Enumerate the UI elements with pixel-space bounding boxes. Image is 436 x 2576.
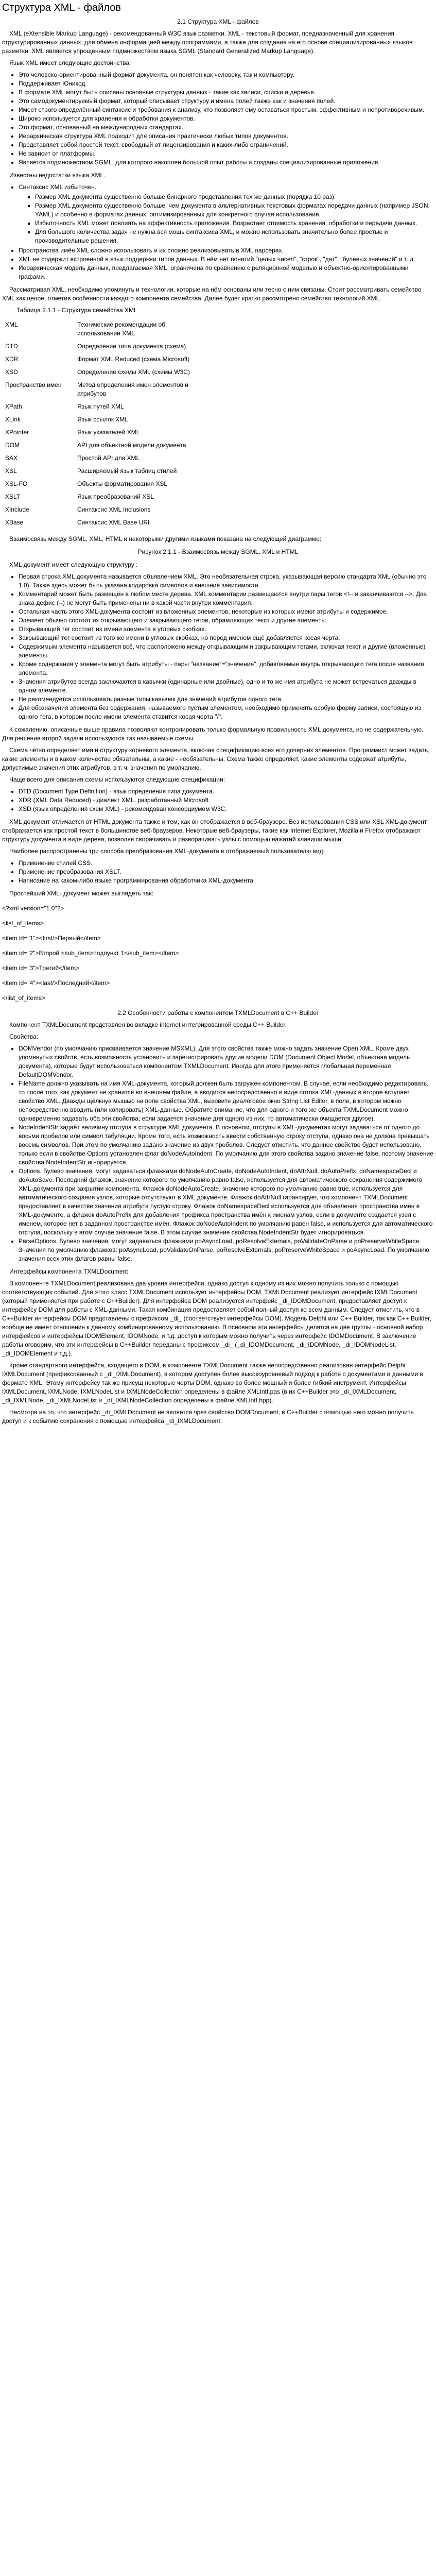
ways-list <box>2 859 434 885</box>
table-cell-term: XPointer <box>5 429 29 436</box>
table-cell-description: Язык указателей XML <box>77 429 140 436</box>
table-cell-term: SAX <box>5 454 18 462</box>
list-item: • Применение преобразования XSLT. <box>19 868 434 876</box>
table-row <box>2 414 204 427</box>
table-cell-description: API для объектной модели документа <box>77 442 186 449</box>
list-item: • Закрывающий тег состоит из того же имени в угловых скобках, но перед именем ещё добавляется косая черта. <box>19 634 434 642</box>
list-item: • FileName должно указывать на имя XML-документа, который должен быть загружен компонентом. В случае, если необходимо редактировать, то после того, как документ не хранится во внешнем файле, а вводится непосредственно в виде потока XML-данных в второе вступает свойство XML. Дважды щёлкнув мышью на поле свойства XML, вызовите диалоговое окно String List Editor, в поле, в котором можно непосредственно вводить (или копировать) XML-данные. Обратите внимание, что для одного и того же объекта TXMLDocument можно одновременно задавать оба эти свойства; если задается значение для одного из них, то автоматически очищается другое). <box>19 1079 434 1123</box>
list-item: • DTD (Document Type Definition) - язык определения типа документа. <box>19 787 434 796</box>
paragraph: Чаще всего для описания схемы используются следующие спецификации: <box>9 776 225 783</box>
sub-list-item: ▪ Размер XML документа существенно больше бинарного представления тех же данных (порядка 10 раз). <box>35 193 434 201</box>
table-row <box>2 478 204 491</box>
paragraph: Язык XML имеет следующие достоинства: <box>9 59 131 66</box>
paragraph: Простейший XML- документ может выглядеть так: <box>9 890 153 897</box>
table-cell-description: Технические рекомендации об использовании XML <box>77 321 166 337</box>
sub-list-item: ▪ Для большого количества задач не нужна вся мощь синтаксиса XML, и можно использовать значительно более простые и производительные решения. <box>35 228 434 245</box>
table-row <box>2 341 204 353</box>
list-item: • DOMVendor (по умолчанию присваивается значение MSXML). Для этого свойства также можно задать значение Open XML. Кроме двух упомянутых свойств, есть возможность установить и зарегистрировать другие модели DOM (Document Object Model, объектная модель документа), которые будут использоваться компонентом TXMLDocument. Иногда для этого применяется глобальная переменная DefaultDOMVendor. <box>19 1044 434 1079</box>
table-cell-description: Синтаксис XML Base URI <box>77 519 150 526</box>
list-item: • Элемент обычно состоит из открывающего и закрывающего тегов, обрамляющих текст и другие элементы. <box>19 616 434 625</box>
page-title: Структура XML - файлов <box>2 2 121 13</box>
list-item: • Поддерживает Юникод. <box>19 79 434 88</box>
sub-list <box>19 193 434 245</box>
table-row <box>2 427 204 439</box>
table-cell-term: XDR <box>5 355 19 363</box>
paragraph: Рассматривая XML, необходимо упомянуть и технологии, которые на нём основаны или тесно с ним связаны. Стоит рассматривать семейство XML как целое, отметив особенности каждого компонента семейства. Далее будет кратко рассмотрено семейство технологий XML. <box>2 286 422 302</box>
list-item: • XML не содержит встроенной в язык поддержки типов данных. В нём нет понятий "целых чисел", "строк", "дат", "булевых значений" и т. д. <box>19 255 434 264</box>
list-item: • Комментарий может быть размещён в любом месте дерева. XML комментарии размещаются внутри пары тегов <!-- и заканчиваются -->. Два знака дефис (--) не могут быть применены ни в какой части внутри комментария. <box>19 590 434 607</box>
list-item: • Представляет собой простой текст, свободный от лицензирования и каких-либо ограничений. <box>19 141 434 149</box>
table-cell-term: DTD <box>5 343 18 350</box>
paragraph: В компоненте TXMLDocument реализована два уровня интерфейса, однако доступ к одному из них можно получить только с помощью соответствующих событий. Для этого класс TXMLDocument использует интерфейсы DOM. TXMLDocument реализует интерфейс IXMLDocument (который применяется при работе с C++Builder). Для интерфейса DOM реализуется интерфейс _di_IDOMDocument, предоставляет доступ к интерфейсу DOM для работы с XML-данными. Такая комбинация предоставляет собой полный доступ ко всем данным. Следует отметить, что в C++Builder интерфейсы DOM представлены с префиксом _di_ (соответствует интерфейсы DOM). Модель Delphi или C++ Builder, так как C++ Builder, вообще не имеет отношения к данному комбинированному использованию. В основном эти интерфейсы делятся на две группы - основной набор интерфейсов и интерфейсы IDOMElement, IDOMNode, и т.д. доступ к которым можно получить через интерфейс IDOMDocument. В заключение работы оговорим, что эти интерфейсы в C++Builder переданы с префиксом _di_ (_di_IDOMDocument, _di_IDOMNode, _di_IDOMNodeList, _di_IDOMElement и т.д.). <box>2 1280 431 1357</box>
sub-list-item: ▪ Избыточность XML может повлиять на эффективность приложения. Возрастает стоимость хранения, обработки и передачи данных. <box>35 219 434 228</box>
list-item: • Имеет строго определённый синтаксис и требования к анализу, что позволяет ему оставаться простым, эффективным и непротиворечивым. <box>19 106 434 114</box>
table-row <box>2 401 204 414</box>
table-cell-term: XLink <box>5 416 21 423</box>
paragraph: Наиболее распространены три способа преобразования XML-документа в отображаемый пользователю вид: <box>9 848 325 855</box>
table-cell-term: DOM <box>5 442 20 449</box>
table-row <box>2 439 204 452</box>
list-item: • Кроме содержания у элемента могут быть атрибуты - пары "название"="значение", добавляемые внутрь открывающего тега после названия элемента. <box>19 660 434 677</box>
specs-list <box>2 787 434 814</box>
table-cell-description: Определение схемы XML (схемы W3C) <box>77 368 190 376</box>
table-row <box>2 353 204 366</box>
table-cell-description: Формат XML Reduced (схема Microsoft) <box>77 355 190 363</box>
paragraph: Схема чётко определяет имя и структуру корневого элемента, включая спецификацию всех его дочерних элементов. Программист может задать, какие элементы и в каком количестве обязательны, а какие - необязательны. Схема также определяет, какие элементы содержат атрибуты, допустимые значения этих атрибутов, в т. ч. значения по умолчанию. <box>2 747 430 771</box>
table-row <box>2 366 204 379</box>
table-cell-term: XPath <box>5 403 22 410</box>
list-item: • Применение стилей CSS. <box>19 859 434 868</box>
paragraph: XML документ имеет следующую структуру : <box>9 561 138 568</box>
list-item: • Написание на каком-либо языке программирования обработчика XML-документа. <box>19 876 434 885</box>
code-line: <item id="3">Третий</item> <box>2 964 80 972</box>
disadvantages-list <box>2 183 434 281</box>
table-cell-description: Метод определения имен элементов и атрибутов <box>77 381 189 397</box>
paragraph: XML (eXtensible Markup Language) - рекомендованный W3C язык разметки. XML - текстовый формат, предназначенный для хранения структурированных данных, для обмена информацией между программами, а также для создания на его основе специализированных языков разметки. XML является упрощённым подмножеством языка SGML (Standard Generalized Markup Language). <box>2 30 413 55</box>
structure-list <box>2 572 434 721</box>
table-row <box>2 491 204 504</box>
table-cell-description: Определение типа документа (схема) <box>77 343 186 350</box>
code-line: <?xml version="1.0"?> <box>2 905 64 912</box>
table-row <box>2 379 204 401</box>
code-line: <list_of_items> <box>2 920 44 927</box>
paragraph: Взаимосвязь между SGML, XML, HTML и некоторыми другими языками показана на следующей диаграмме: <box>9 535 322 543</box>
technologies-table <box>2 319 204 530</box>
paragraph: XML документ отличается от HTML документа также и тем, как он отображается в веб-браузере. Без использования CSS или XSL XML-документ отображается как простой текст в большинстве веб-браузеров. Некоторые веб-браузеры, такие как Internet Explorer, Mozilla и Firefox отображают структуру документа в виде дерева, позволяя сворачивать и разворачивать узлы с помощью нажатий клавиши мыши. <box>2 818 427 843</box>
table-cell-term: XInclude <box>5 506 29 513</box>
list-item: • Первая строка XML документа называется объявлением XML. Это необязательная строка, указывающая версию стандарта XML (обычно это 1.0). Также здесь может быть указана кодировка символов и внешние зависимости. <box>19 572 434 590</box>
table-cell-term: XSL <box>5 467 17 474</box>
table-cell-description: Расширяемый язык таблиц стилей <box>77 467 177 474</box>
table-cell-description: Объекты форматирования XSL <box>77 480 168 487</box>
table-cell-term: XML <box>5 321 18 328</box>
table-caption: Таблица 2.1.1 - Структура семейства XML <box>16 307 137 314</box>
list-item: • XSD (язык определения схем XML) - рекомендован консорциумом W3C. <box>19 805 434 814</box>
paragraph: Известны недостатки языка XML. <box>9 172 106 179</box>
table-cell-term: XSLT <box>5 493 21 500</box>
properties-list <box>2 1044 434 1263</box>
list-item: • ParseOptions. Булево значения, могут задаваться флажками poAsyncLoad, poResolveExternals, poValidateOnParse и poPreserveWhiteSpace. Значения по умолчанию флажков: poAsyncLoad, poValidateOnParse, poResolveExternals, poPreserveWhiteSpace и poAsyncLoad. По умолчанию значения всех этих флагов равны false. <box>19 1237 434 1263</box>
code-line: <item id="4"><last/>Последний</item> <box>2 979 110 987</box>
list-item: • Options. Булево значения, могут задаваться флажками doNodeAutoCreate, doNodeAutoIndent, doAttrNull, doAutoPrefix, doNamespaceDecl и doAutoSave. Последний флажок, значение которого по умолчанию равно false, используется для автоматического сохранения содержимого XML-документа при закрытии компонента. Флажок doNodeAutoCreate, значение которого по умолчанию равно true, используется для автоматического создания узлов, которые отсутствуют в XML документе. Флажок doAttrNull гарантирует, что компонент TXMLDocument предоставляет в качестве значения атрибута пустую строку. Флажок doNamespaceDecl используется для объявления пространства имён в XML-документе, а флажок doAutoPrefix для добавления префикса пространства имён к именам узлов, если в документе создается узел с именем, которое нет в заданном пространстве имён. Флажок doNodeAutoIndent по умолчанию равен false, и используется для автоматического отступа, поскольку в этом случае значение false. В этом случае значение свойства NodeIndentStr будет игнорироваться. <box>19 1167 434 1237</box>
list-item: • Значения атрибутов всегда заключаются в кавычки (одинарные или двойные), одно и то же имя атрибута не может встречаться дважды в одном элементе. <box>19 677 434 695</box>
paragraph: Несмотря на то, что интерфейс _di_IXMLDocument не является чрез свойство DOMDocument, в C++Builder с помощью него можно получить доступ и к событию сохранения с помощью интерфейса _di_IXMLDocument. <box>2 1409 414 1425</box>
list-item: • XDR (XML Data Reduced) - диалект XML, разработанный Microsoft. <box>19 796 434 805</box>
table-cell-term: XSD <box>5 368 18 376</box>
paragraph: Компонент TXMLDocument представлен во вкладке internet интегрированной среды C++ Builder. <box>9 1021 287 1028</box>
xml-example <box>2 904 434 1003</box>
paragraph: Свойства: <box>9 1033 39 1040</box>
paragraph: Интерфейсы компонента TXMLDocument <box>9 1268 128 1275</box>
list-item: • Не зависит от платформы. <box>19 149 434 158</box>
list-item: • Не рекомендуется использовать разные типы кавычек для значений атрибутов одного тега. <box>19 695 434 704</box>
list-item: • Остальная часть этого XML-документа состоит из вложенных элементов, некоторые из которых имеют атрибуты и содержимое. <box>19 607 434 616</box>
section-heading-2-1: 2.1 Структура XML - файлов <box>177 18 259 25</box>
table-row <box>2 452 204 465</box>
table-cell-description: Язык преобразований XSL <box>77 493 154 500</box>
list-item-text: Синтаксис XML избыточен. <box>19 183 97 191</box>
paragraph: К сожалению, описанные выше правила позволяют контролировать только формальную правильность XML документа, но не содержательную. Для решения второй задачи используются так называемые схемы. <box>2 726 424 742</box>
list-item: • Это человеко-ориентированный формат документа, он понятен как человеку, так и компьютеру. <box>19 71 434 79</box>
list-item: • Для обозначения элемента без содержания, называемого пустым элементом, необходимо применять особую форму записи, состоящую из одного тега, в котором после имени элемента ставится косая черта "/". <box>19 704 434 721</box>
list-item: • Это формат, основанный на международных стандартах. <box>19 123 434 132</box>
list-item: • Широко используется для хранения и обработки документов. <box>19 114 434 123</box>
advantages-list <box>2 71 434 167</box>
table-cell-description: Синтаксис XML Inclusions <box>77 506 151 513</box>
list-item: • NodeIndentStr задаёт величину отступа в структуре XML документа. В основном, отступы в XML-документах могут задаваться от одного до восьми пробелов или символ табуляции. Кроме того, есть возможность ввести собственную строку отступа, однако она не должна превышать восемь символов. При этом по умолчанию задано значение из двух пробелов. Следует отметить, что данное свойство будет использовано, только если в свойстве Options установлен флаг doNodeAutoIndent. По умолчанию для этого свойства задано значение false, поэтому значение свойства NodeIndentStr игнорируется. <box>19 1123 434 1167</box>
list-item: • В формате XML могут быть описаны основные структуры данных - такие как записи, списки и деревья. <box>19 88 434 97</box>
list-item: • Содержимым элемента называется всё, что расположено между открывающим и закрывающим тегами, включая текст и другие (вложенные) элементы. <box>19 642 434 660</box>
table-row <box>2 465 204 478</box>
list-item: • Является подмножеством SGML, для которого накоплен большой опыт работы и созданы специализированные приложения. <box>19 158 434 167</box>
table-cell-description: Язык путей XML <box>77 403 124 410</box>
list-item: • Пространства имён XML сложно использовать и их сложно реализовывать в XML парсерах. <box>19 246 434 255</box>
table-row <box>2 319 204 341</box>
list-item: • Открывающий тег состоит из имени элемента в угловых скобках. <box>19 625 434 634</box>
code-line: <item id="2">Второй <sub_item>подпункт 1</sub_item></item> <box>2 950 179 957</box>
table-cell-term: XSL-FO <box>5 480 28 487</box>
list-item: • Иерархическая структура XML подходит для описания практически любых типов документов. <box>19 132 434 141</box>
code-line: </list_of_items> <box>2 994 46 1002</box>
paragraph: Кроме стандартного интерфейса, входящего в DOM, в компоненте TXMLDocument также непосредственно реализован интерфейс Delphi IXMLDocument (префиксованный с _di_IXMLDocument), в котором доступен более высокоуровневый подход к работе с документами и данными в формате XML. Этому интерфейсу так же присущ некоторые черты DOM, однако во более мощный и более гибкий инструмент. Интерфейсы IXMLDocument, IXMLNode, IXMLNodeList и IXMLNodeCollection определены в файле XMLIntf.pas (в их C++Builder это _di_IXMLDocument, _di_IXMLNode, _di_IXMLNodeList и _di_IXMLNodeCollection определены в файле XMLIntf.hpp). <box>2 1362 423 1404</box>
code-line: <item id="1"><first/>Первый</item> <box>2 935 101 942</box>
sub-list-item: ▪ Размер XML документа существенно больше, чем документа в альтернативных текстовых форматах передачи данных (например JSON, YAML) и особенно в форматах данных, оптимизированных для конкретного случая использования. <box>35 201 434 219</box>
list-item: • Это самодокументируемый формат, который описывает структуру и имена полей также как и значения полей. <box>19 97 434 106</box>
table-cell-description: Язык ссылок XML <box>77 416 129 423</box>
table-row <box>2 504 204 517</box>
list-item: • Иерархическая модель данных, предлагаемая XML, ограничена по сравнению с реляционной моделью и объектно-ориентированными графами. <box>19 264 434 281</box>
table-cell-term: XBase <box>5 519 24 526</box>
table-row <box>2 517 204 530</box>
table-cell-description: Простой API для XML <box>77 454 140 462</box>
list-item <box>19 183 434 245</box>
table-cell-term: Пространство имен <box>5 381 62 388</box>
figure-caption: Рисунок 2.1.1 - Взаимосвязь между SGML, XML и HTML <box>137 548 299 555</box>
section-heading-2-2: 2.2 Особенности работы с компонентом TXMLDocument в C++ Builder <box>117 1009 319 1016</box>
